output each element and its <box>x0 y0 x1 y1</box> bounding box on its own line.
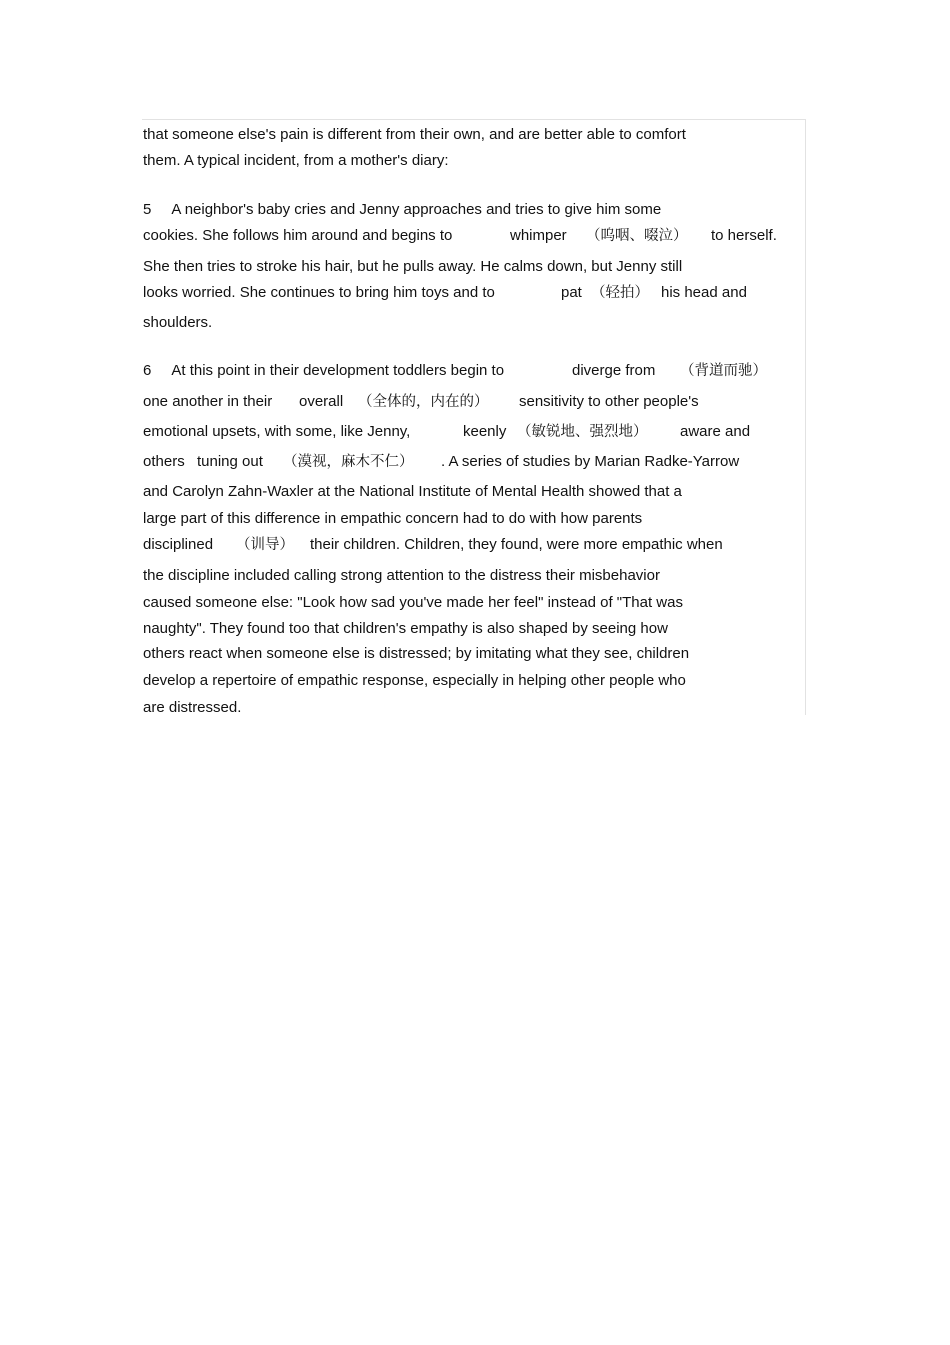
vocab-term: disciplined <box>143 536 214 553</box>
text-line <box>143 453 793 471</box>
text-line: caused someone else: "Look how sad you've made her feel" instead of "That was <box>143 594 683 611</box>
text-line: and Carolyn Zahn-Waxler at the National Institute of Mental Health showed that a <box>143 483 682 500</box>
text-segment: 6 At this point in their development toddlers begin to <box>143 362 505 379</box>
text-line <box>143 362 793 380</box>
text-segment: . A series of studies by Marian Radke-Yarrow <box>441 453 740 470</box>
text-segment: sensitivity to other people's <box>519 393 699 410</box>
text-segment: his head and <box>661 284 747 301</box>
text-line: naughty". They found too that children's empathy is also shaped by seeing how <box>143 620 668 637</box>
vocab-term: diverge from <box>572 362 656 379</box>
text-line <box>143 423 793 441</box>
chinese-gloss: （敏锐地、强烈地） <box>517 424 648 440</box>
chinese-gloss: （背道而驰） <box>680 363 767 379</box>
text-line <box>143 393 793 411</box>
text-segment: emotional upsets, with some, like Jenny, <box>143 423 411 440</box>
text-segment: aware and <box>680 423 751 440</box>
text-segment: to herself. <box>711 227 777 244</box>
vocab-term: pat <box>561 284 582 301</box>
text-line: She then tries to stroke his hair, but he pulls away. He calms down, but Jenny still <box>143 258 683 275</box>
text-segment: cookies. She follows him around and begins to <box>143 227 453 244</box>
chinese-gloss: （呜咽、啜泣） <box>586 228 688 244</box>
text-segment: others <box>143 453 185 470</box>
vocab-term: overall <box>299 393 344 410</box>
text-line: are distressed. <box>143 699 242 716</box>
vocab-term: keenly <box>463 423 507 440</box>
text-line <box>143 536 793 554</box>
text-line: them. A typical incident, from a mother's diary: <box>143 152 449 169</box>
text-line: develop a repertoire of empathic response, especially in helping other people who <box>143 672 686 689</box>
vocab-term: tuning out <box>197 453 263 470</box>
text-line: large part of this difference in empathic concern had to do with how parents <box>143 510 643 527</box>
chinese-gloss: （漠视，麻木不仁） <box>283 454 414 470</box>
text-segment: their children. Children, they found, were more empathic when <box>310 536 723 553</box>
text-line: that someone else's pain is different from their own, and are better able to comfort <box>143 126 686 143</box>
vocab-term: whimper <box>510 227 567 244</box>
text-line <box>143 227 793 245</box>
chinese-gloss: （训导） <box>236 537 294 553</box>
text-line: shoulders. <box>143 314 213 331</box>
text-segment: one another in their <box>143 393 273 410</box>
text-line: 5 A neighbor's baby cries and Jenny approaches and tries to give him some <box>143 201 662 218</box>
chinese-gloss: （全体的，内在的） <box>358 394 489 410</box>
text-line <box>143 284 793 302</box>
text-segment: looks worried. She continues to bring him toys and to <box>143 284 495 301</box>
text-line: the discipline included calling strong attention to the distress their misbehavior <box>143 567 660 584</box>
chinese-gloss: （轻拍） <box>591 285 649 301</box>
text-line: others react when someone else is distressed; by imitating what they see, children <box>143 645 690 662</box>
